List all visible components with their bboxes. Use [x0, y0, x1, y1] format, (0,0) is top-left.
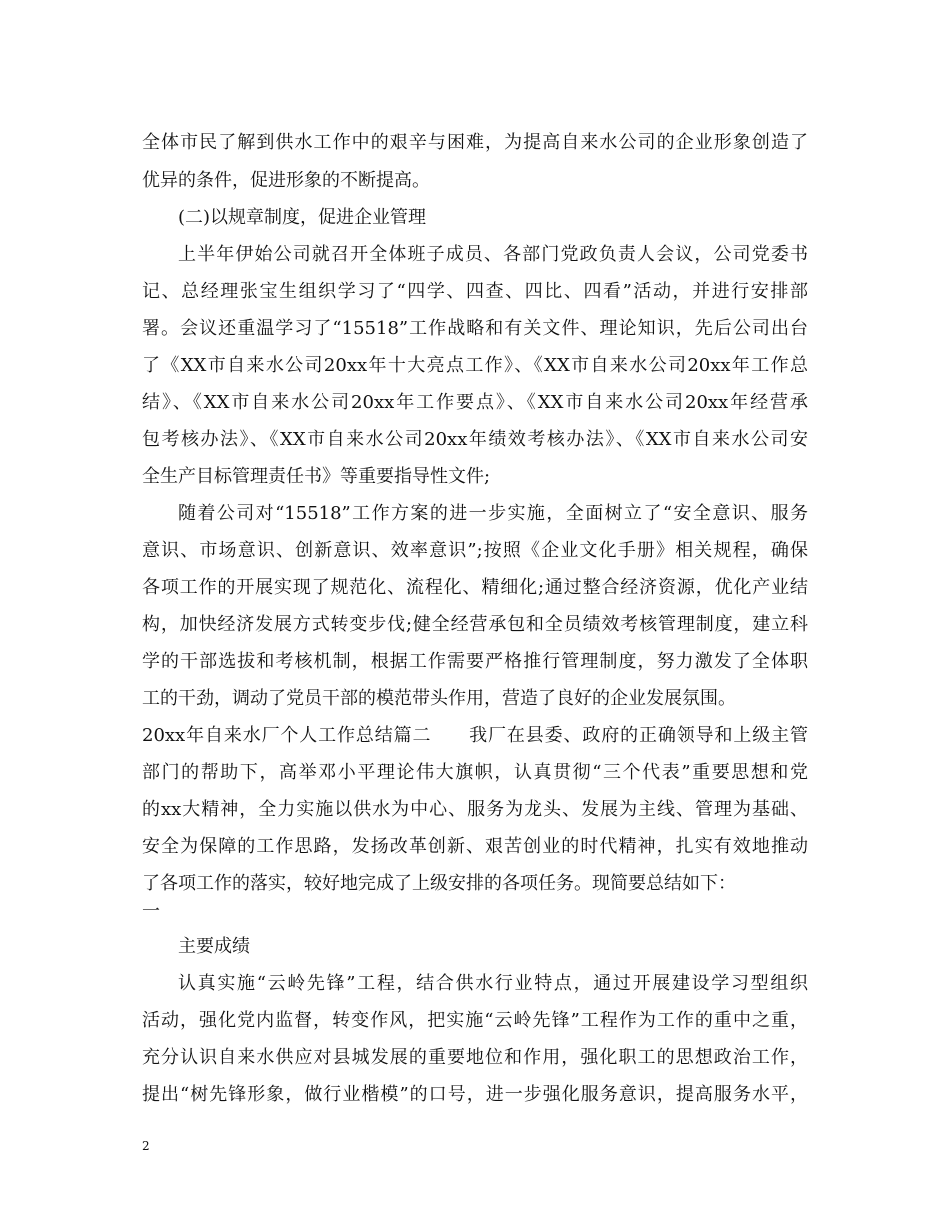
text-line: 认真实施“云岭先锋”工程，结合供水行业特点，通过开展建设学习型组织 — [178, 973, 808, 994]
text-line: 记、总经理张宝生组织学习了“四学、四查、四比、四看”活动，并进行安排部 — [142, 281, 808, 302]
text-line: 全生产目标管理责任书》等重要指导性文件; — [142, 466, 491, 487]
text-line: 随着公司对“15518”工作方案的进一步实施，全面树立了“安全意识、服务 — [178, 503, 808, 524]
text-line: 构，加快经济发展方式转变步伐;健全经营承包和全员绩效考核管理制度，建立科 — [142, 614, 808, 635]
section-heading: 主要成绩 — [178, 936, 250, 957]
text-line: 各项工作的开展实现了规范化、流程化、精细化;通过整合经济资源，优化产业结 — [142, 577, 808, 598]
text-line: 活动，强化党内监督，转变作风，把实施“云岭先锋”工程作为工作的重中之重， — [142, 1010, 808, 1031]
numbering-line: 一 — [142, 901, 160, 922]
text-line: 部门的帮助下，高举邓小平理论伟大旗帜，认真贯彻“三个代表”重要思想和党 — [142, 762, 808, 783]
section-title-line: 20xx年自来水厂个人工作总结篇二 我厂在县委、政府的正确领导和上级主管 — [142, 725, 808, 746]
text-line: 包考核办法》、《XX市自来水公司20xx年绩效考核办法》、《XX市自来水公司安 — [142, 429, 808, 450]
text-line: 充分认识自来水供应对县城发展的重要地位和作用，强化职工的思想政治工作， — [142, 1047, 808, 1068]
text-line: 了各项工作的落实，较好地完成了上级安排的各项任务。现简要总结如下： — [142, 873, 736, 894]
page-number: 2 — [142, 1139, 150, 1153]
text-line: 安全为保障的工作思路，发扬改革创新、艰苦创业的时代精神，扎实有效地推动 — [142, 836, 808, 857]
text-line: 意识、市场意识、创新意识、效率意识”;按照《企业文化手册》相关规程，确保 — [142, 540, 808, 561]
text-line: 学的干部选拔和考核机制，根据工作需要严格推行管理制度，努力激发了全体职 — [142, 651, 808, 672]
text-line: 的xx大精神，全力实施以供水为中心、服务为龙头、发展为主线、管理为基础、 — [142, 799, 808, 820]
text-line: 署。会议还重温学习了“15518”工作战略和有关文件、理论知识，先后公司出台 — [142, 318, 808, 339]
text-line: 优异的条件，促进形象的不断提高。 — [142, 170, 430, 191]
text-line: 工的干劲，调动了党员干部的模范带头作用，营造了良好的企业发展氛围。 — [142, 688, 736, 709]
text-line: 结》、《XX市自来水公司20xx年工作要点》、《XX市自来水公司20xx年经营承 — [142, 392, 808, 413]
text-line: 全体市民了解到供水工作中的艰辛与困难，为提高自来水公司的企业形象创造了 — [142, 132, 808, 153]
text-line: 上半年伊始公司就召开全体班子成员、各部门党政负责人会议，公司党委书 — [178, 244, 808, 265]
section-heading: (二)以规章制度，促进企业管理 — [178, 207, 427, 228]
text-line: 了《XX市自来水公司20xx年十大亮点工作》、《XX市自来水公司20xx年工作总 — [142, 355, 808, 376]
text-line: 提出“树先锋形象，做行业楷模”的口号，进一步强化服务意识，提高服务水平， — [142, 1084, 808, 1105]
